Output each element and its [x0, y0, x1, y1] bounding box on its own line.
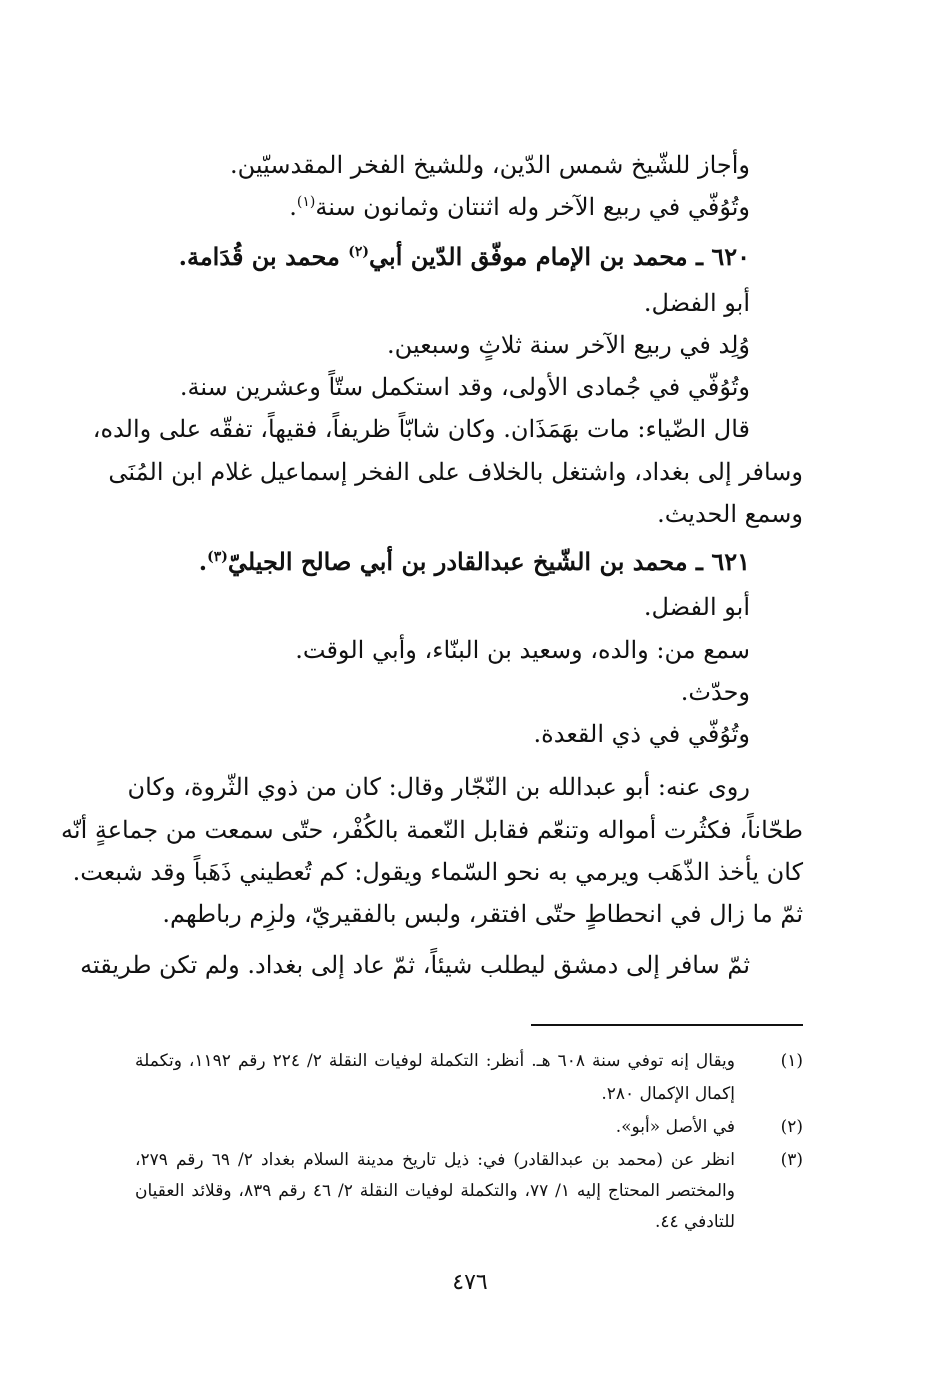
text-line: [289, 190, 750, 224]
heading-text: ٦٢١ ـ محمد بن الشّيخ عبدالقادر بن أبي صالح الجيليّ: [227, 547, 750, 576]
text-line: [127, 770, 803, 804]
footnote-line: للتادفي ٤٤.: [654, 1212, 735, 1232]
text-line: قال الضّياء: مات بهَمَذَان. وكان شابّاً ظريفاً، فقيهاً، تفقّه على والده،: [92, 415, 750, 443]
text-line: وأجاز للشّيخ شمس الدّين، وللشيخ الفخر المقدسيّين.: [230, 151, 750, 179]
footnote-line: إكمال الإكمال ٢٨٠.: [601, 1084, 735, 1104]
text-line: وتُوُفّي في ذي القعدة.: [533, 720, 750, 748]
footnote-line: ويقال إنه توفي سنة ٦٠٨ هـ. أنظر: التكملة لوفيات النقلة ٢/ ٢٢٤ رقم ١١٩٢، وتكملة: [135, 1051, 735, 1071]
text-line: سمع من: والده، وسعيد بن البنّاء، وأبي الوقت.: [295, 636, 750, 664]
page-number: ٤٧٦: [452, 1270, 488, 1295]
text-line: وتُوُفّي في جُمادى الأولى، وقد استكمل ستّاً وعشرين سنة.: [179, 373, 750, 401]
text-line: أبو الفضل.: [643, 289, 750, 317]
footnote-number: (٣): [780, 1150, 803, 1170]
entry-heading-620: [179, 240, 750, 274]
footnote-ref: (١): [296, 194, 316, 210]
text-line: وسافر إلى بغداد، واشتغل بالخلاف على الفخر إسماعيل غلام ابن المُنَى: [108, 458, 803, 486]
footnote-ref: (٣): [207, 549, 228, 565]
text-line: كان يأخذ الذّهَب ويرمي به نحو السّماء ويقول: كم تُعطيني ذَهَباً وقد شبعت.: [72, 858, 803, 886]
line-end: .: [289, 193, 297, 221]
heading-text-end: محمد بن قُدَامة.: [178, 242, 349, 271]
text-line: [80, 948, 803, 982]
text-line: ثمّ ما زال في انحطاطٍ حتّى افتقر، ولبس بالفقيريّ، ولزِم رباطهم.: [162, 900, 803, 928]
line-text: ثمّ سافر إلى دمشق ليطلب شيئاً، ثمّ عاد إلى بغداد. ولم تكن طريقته: [80, 951, 750, 979]
footnote-number: (١): [780, 1051, 803, 1071]
text-line: طحّاناً، فكثُرت أمواله وتنعّم فقابل النّعمة بالكُفْر، حتّى سمعت من جماعةٍ أنّه: [61, 816, 803, 844]
footnote-ref: (٢): [348, 244, 370, 260]
text-line: أبو الفضل.: [643, 593, 750, 621]
footnote-separator: [531, 1024, 803, 1026]
heading-text: ٦٢٠ ـ محمد بن الإمام موفّق الدّين أبي: [369, 242, 750, 271]
entry-heading-621: [199, 545, 750, 579]
footnote-line: في الأصل «أبو».: [615, 1117, 735, 1137]
line-text: وتُوُفّي في ربيع الآخر وله اثنتان وثمانون سنة: [315, 193, 750, 221]
footnote-number: (٢): [780, 1117, 803, 1137]
heading-text-end: .: [198, 547, 208, 576]
footnote-line: والمختصر المحتاج إليه ١/ ٧٧، والتكملة لوفيات النقلة ٢/ ٤٦ رقم ٨٣٩، وقلائد العقيان: [135, 1181, 735, 1201]
text-line: وسمع الحديث.: [657, 500, 803, 528]
line-text: روى عنه: أبو عبدالله بن النّجّار وقال: كان من ذوي الثّروة، وكان: [127, 773, 750, 801]
text-line: وُلِد في ربيع الآخر سنة ثلاثٍ وسبعين.: [387, 331, 750, 359]
text-line: وحدّث.: [680, 678, 750, 706]
footnote-line: انظر عن (محمد بن عبدالقادر) في: ذيل تاريخ مدينة السلام بغداد ٢/ ٦٩ رقم ٢٧٩،: [135, 1150, 735, 1170]
